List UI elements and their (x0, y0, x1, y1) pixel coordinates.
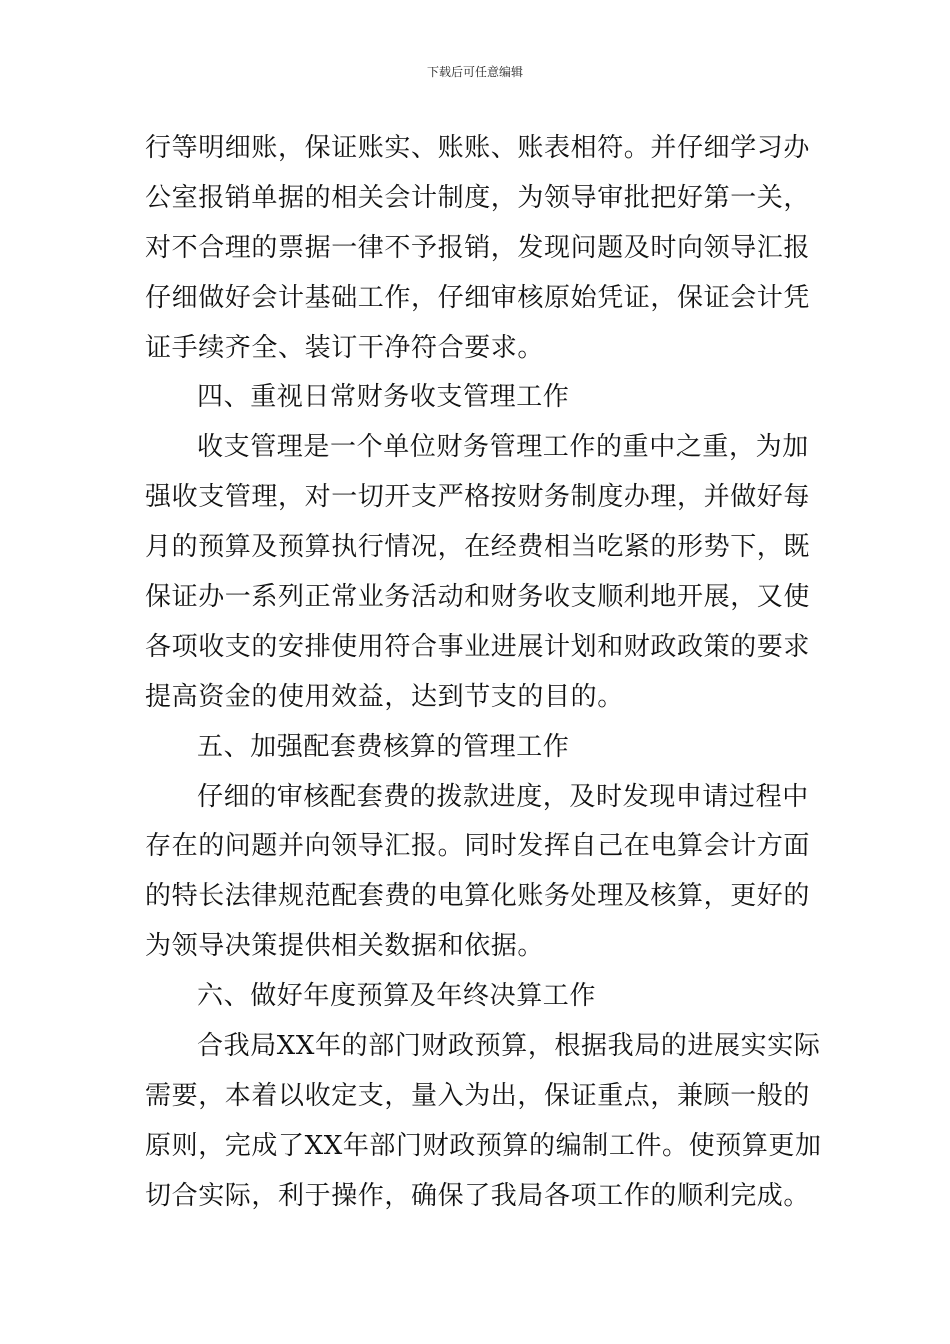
text-line: 为领导决策提供相关数据和依据。 (145, 931, 545, 962)
text-line: 合我局XX年的部门财政预算，根据我局的进展实实际 (197, 1031, 821, 1062)
section-heading: 五、加强配套费核算的管理工作 (197, 731, 570, 762)
text-line: 原则，完成了XX年部门财政预算的编制工件。使预算更加 (145, 1130, 822, 1161)
text-line: 仔细的审核配套费的拨款进度，及时发现申请过程中 (197, 781, 809, 812)
text-line: 收支管理是一个单位财务管理工作的重中之重，为加 (197, 432, 809, 463)
text-line: 行等明细账，保证账实、账账、账表相符。并仔细学习办 (145, 133, 811, 163)
text-line: 的特长法律规范配套费的电算化账务处理及核算，更好的 (145, 881, 811, 912)
text-line: 各项收支的安排使用符合事业进展计划和财政政策的要求 (145, 631, 811, 662)
text-line: 切合实际，利于操作，确保了我局各项工作的顺利完成。 (145, 1180, 811, 1211)
text-line: 存在的问题并向领导汇报。同时发挥自己在电算会计方面 (145, 831, 811, 862)
text-line: 对不合理的票据一律不予报销，发现问题及时向领导汇报 (145, 232, 811, 263)
section-heading: 四、重视日常财务收支管理工作 (197, 382, 570, 413)
text-line: 公室报销单据的相关会计制度，为领导审批把好第一关， (145, 182, 811, 213)
text-line: 强收支管理，对一切开支严格按财务制度办理，并做好每 (145, 482, 811, 513)
text-line: 仔细做好会计基础工作，仔细审核原始凭证，保证会计凭 (145, 282, 811, 313)
document-body (145, 124, 822, 1222)
text-line: 月的预算及预算执行情况，在经费相当吃紧的形势下，既 (145, 532, 811, 563)
text-line: 证手续齐全、装订干净符合要求。 (145, 332, 545, 363)
text-line: 提高资金的使用效益，达到节支的目的。 (145, 681, 624, 712)
section-heading: 六、做好年度预算及年终决算工作 (197, 981, 597, 1012)
text-line: 需要，本着以收定支，量入为出，保证重点，兼顾一般的 (145, 1080, 811, 1111)
page-header: 下载后可任意编辑 (426, 65, 523, 79)
text-line: 保证办一系列正常业务活动和财务收支顺利地开展，又使 (145, 582, 811, 613)
